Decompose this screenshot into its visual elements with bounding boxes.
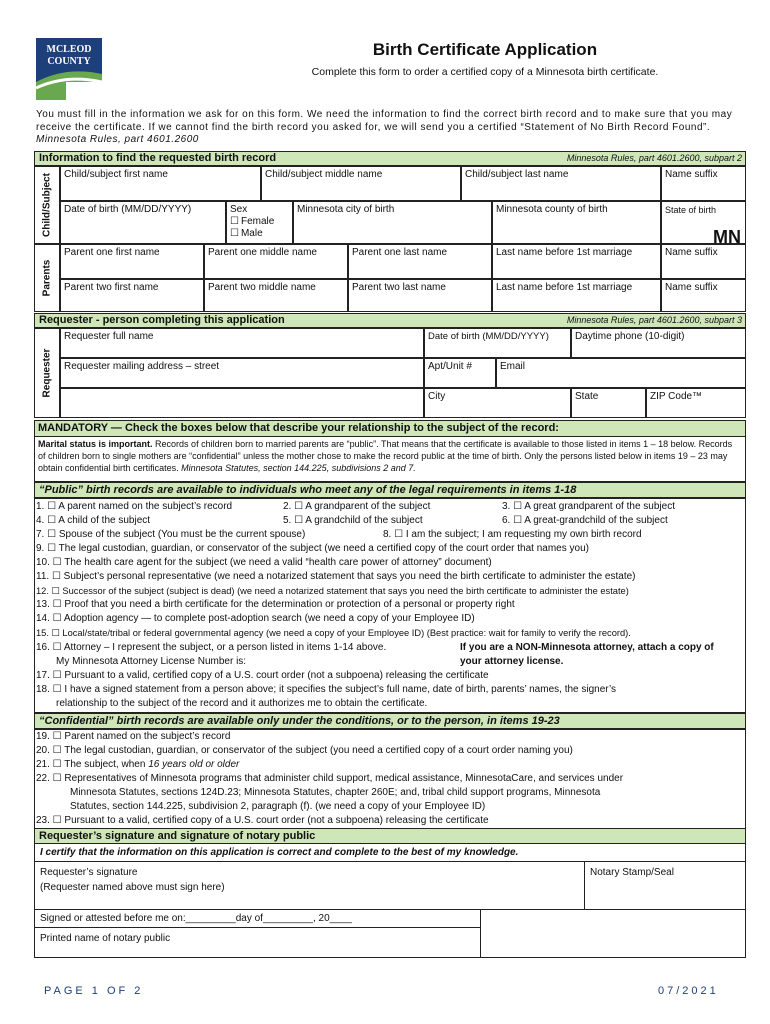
requester-zip-field[interactable]: ZIP Code™ xyxy=(646,388,746,418)
state-of-birth-field: State of birth MN xyxy=(661,201,746,244)
signed-before-line[interactable]: Signed or attested before me on:_________day of_________, 20____ xyxy=(40,913,352,924)
sex-field xyxy=(226,201,293,244)
child-first-name-field[interactable]: Child/subject first name xyxy=(60,166,261,201)
item-10-checkbox[interactable]: 10. ☐ The health care agent for the subject (we need a valid “health care power of attorney” document) xyxy=(36,557,492,568)
intro-text: You must fill in the information we ask for on this form. We need the information to find the correct birth record and to make sure that you may receive the certificate. If we cannot find the birth record you asked for, we will send you a certified “Statement of No Birth Record Found”. xyxy=(36,109,733,133)
requester-signature-note: (Requester named above must sign here) xyxy=(40,882,225,893)
section-requester-title: Requester - person completing this application xyxy=(39,314,285,326)
item-8-checkbox[interactable]: 8. ☐ I am the subject; I am requesting my own birth record xyxy=(383,529,642,540)
requester-state-field[interactable]: State xyxy=(571,388,646,418)
parent2-last-field[interactable]: Parent two last name xyxy=(348,279,492,312)
item-13-checkbox[interactable]: 13. ☐ Proof that you need a birth certificate for the determination or protection of a personal or property right xyxy=(36,599,515,610)
divider xyxy=(480,909,481,958)
item-19-checkbox[interactable]: 19. ☐ Parent named on the subject’s record xyxy=(36,731,231,742)
divider xyxy=(584,861,585,909)
item-9-checkbox[interactable]: 9. ☐ The legal custodian, guardian, or conservator of the subject (we need a certified copy of the court order that names you) xyxy=(36,543,589,554)
side-label-requester: Requester xyxy=(34,328,60,418)
intro-paragraph xyxy=(36,109,746,147)
requester-address-blank xyxy=(60,388,424,418)
item-6-checkbox[interactable]: 6. ☐ A great-grandchild of the subject xyxy=(502,515,668,526)
confidential-records-header: “Confidential” birth records are available only under the conditions, or to the person, in items 19-23 xyxy=(34,713,746,729)
requester-phone-field[interactable]: Daytime phone (10-digit) xyxy=(571,328,746,358)
section-requester-header xyxy=(34,313,746,328)
item-11-checkbox[interactable]: 11. ☐ Subject’s personal representative (we need a notarized statement that says you need the birth certificate to administer the estate) xyxy=(36,571,636,582)
certify-statement: I certify that the information on this application is correct and complete to the best of my knowledge. xyxy=(40,847,519,858)
section-requester-rule: Minnesota Rules, part 4601.2600, subpart 3 xyxy=(566,315,742,325)
parent1-last-field[interactable]: Parent one last name xyxy=(348,244,492,279)
parent1-suffix-field[interactable]: Name suffix xyxy=(661,244,746,279)
requester-signature-label: Requester’s signature xyxy=(40,867,138,878)
logo-line2: COUNTY xyxy=(47,56,91,67)
section-find-record-header xyxy=(34,151,746,166)
item-21-text: 21. ☐ The subject, when xyxy=(36,759,146,770)
child-dob-field[interactable]: Date of birth (MM/DD/YYYY) xyxy=(60,201,226,244)
item-16-non-mn-note-2: your attorney license. xyxy=(460,656,564,667)
signature-header: Requester’s signature and signature of notary public xyxy=(34,828,746,844)
child-middle-name-field[interactable]: Child/subject middle name xyxy=(261,166,461,201)
item-22-checkbox[interactable]: 22. ☐ Representatives of Minnesota programs that administer child support, medical assistance, MinnesotaCare, and services under xyxy=(36,773,624,784)
item-16-license-label: My Minnesota Attorney License Number is: xyxy=(56,656,247,667)
state-of-birth-value: MN xyxy=(713,227,741,247)
item-7-checkbox[interactable]: 7. ☐ Spouse of the subject (You must be the current spouse) xyxy=(36,529,306,540)
item-12-checkbox[interactable]: 12. ☐ Successor of the subject (subject is dead) (we need a notarized statement that says you need the birth certificate to administer the estate) xyxy=(36,586,629,596)
item-4-checkbox[interactable]: 4. ☐ A child of the subject xyxy=(36,515,151,526)
parent2-first-field[interactable]: Parent two first name xyxy=(60,279,204,312)
section-find-record-rule: Minnesota Rules, part 4601.2600, subpart 2 xyxy=(566,153,742,163)
requester-apt-field[interactable]: Apt/Unit # xyxy=(424,358,496,388)
item-16-non-mn-note: If you are a NON-Minnesota attorney, attach a copy of xyxy=(460,642,714,653)
mandatory-section xyxy=(34,420,746,482)
parent2-suffix-field[interactable]: Name suffix xyxy=(661,279,746,312)
item-20-checkbox[interactable]: 20. ☐ The legal custodian, guardian, or conservator of the subject (you need a certified copy of a court order naming you) xyxy=(36,745,573,756)
page-number: PAGE 1 OF 2 xyxy=(44,985,144,997)
requester-dob-field[interactable]: Date of birth (MM/DD/YYYY) xyxy=(424,328,571,358)
item-14-checkbox[interactable]: 14. ☐ Adoption agency — to complete post-adoption search (we need a copy of your Employee ID) xyxy=(36,613,475,624)
requester-city-field[interactable]: City xyxy=(424,388,571,418)
mn-city-birth-field[interactable]: Minnesota city of birth xyxy=(293,201,492,244)
item-22-cont2: Statutes, section 144.225, subdivision 2, paragraph (f). (we need a copy of your Employee ID) xyxy=(70,801,486,812)
item-15-checkbox[interactable]: 15. ☐ Local/state/tribal or federal governmental agency (we need a copy of your Employee ID) (Best practice: wait for family to verify the record). xyxy=(36,628,631,638)
item-18-cont: relationship to the subject of the record and it authorizes me to obtain the certificate. xyxy=(56,698,428,709)
document-title: Birth Certificate Application xyxy=(372,40,598,59)
item-16-checkbox[interactable]: 16. ☐ Attorney – I represent the subject, or a person listed in items 1-14 above. xyxy=(36,642,387,653)
side-label-parents: Parents xyxy=(34,244,60,312)
sex-label: Sex xyxy=(230,204,248,215)
mandatory-statute: Minnesota Statutes, section 144.225, subdivisions 2 and 7. xyxy=(181,463,416,473)
logo-line1: MCLEOD xyxy=(46,44,92,55)
parent1-before-marriage-field[interactable]: Last name before 1st marriage xyxy=(492,244,661,279)
item-5-checkbox[interactable]: 5. ☐ A grandchild of the subject xyxy=(283,515,423,526)
divider xyxy=(34,909,746,910)
item-21-age: 16 years old or older xyxy=(148,759,240,770)
requester-email-field[interactable]: Email xyxy=(496,358,746,388)
item-1-checkbox[interactable]: 1. ☐ A parent named on the subject’s record xyxy=(36,501,233,512)
intro-rule: Minnesota Rules, part 4601.2600 xyxy=(36,134,199,145)
item-22-cont1: Minnesota Statutes, sections 124D.23; Minnesota Statutes, chapter 260E; and, tribal child support programs, Minnesota xyxy=(70,787,601,798)
item-2-checkbox[interactable]: 2. ☐ A grandparent of the subject xyxy=(283,501,431,512)
male-checkbox[interactable]: ☐ Male xyxy=(230,228,289,240)
printed-name-notary-field[interactable]: Printed name of notary public xyxy=(40,933,171,944)
item-21-checkbox[interactable] xyxy=(36,758,239,772)
mandatory-body xyxy=(35,437,745,475)
parent1-middle-field[interactable]: Parent one middle name xyxy=(204,244,348,279)
mandatory-text: Records of children born to married parents are “public”. That means that the certificate is available to those listed in items 1 – 18 below. Records of children born to single mothers are “confidential” unless the mother chose to make the record public at the time of birth. Only the persons listed below in items 19 – 23 may obtain confidential birth certificates. xyxy=(38,439,733,473)
item-17-checkbox[interactable]: 17. ☐ Pursuant to a valid, certified copy of a U.S. court order (not a subpoena) releasing the certificate xyxy=(36,670,489,681)
mn-county-birth-field[interactable]: Minnesota county of birth xyxy=(492,201,661,244)
notary-stamp-label: Notary Stamp/Seal xyxy=(590,867,674,878)
public-records-header: “Public” birth records are available to individuals who meet any of the legal requirements in items 1-18 xyxy=(34,482,746,498)
section-find-record-title: Information to find the requested birth record xyxy=(39,152,277,164)
parent2-middle-field[interactable]: Parent two middle name xyxy=(204,279,348,312)
female-checkbox[interactable]: ☐ Female xyxy=(230,216,289,228)
item-23-checkbox[interactable]: 23. ☐ Pursuant to a valid, certified copy of a U.S. court order (not a subpoena) releasing the certificate xyxy=(36,815,489,826)
divider xyxy=(34,861,746,862)
mandatory-bold: Marital status is important. xyxy=(38,439,153,449)
parent1-first-field[interactable]: Parent one first name xyxy=(60,244,204,279)
form-date: 07/2021 xyxy=(658,985,719,997)
item-3-checkbox[interactable]: 3. ☐ A great grandparent of the subject xyxy=(502,501,675,512)
divider xyxy=(34,927,480,928)
requester-fullname-field[interactable]: Requester full name xyxy=(60,328,424,358)
parent2-before-marriage-field[interactable]: Last name before 1st marriage xyxy=(492,279,661,312)
child-last-name-field[interactable]: Child/subject last name xyxy=(461,166,661,201)
item-18-checkbox[interactable]: 18. ☐ I have a signed statement from a person above; it specifies the subject’s full name, date of birth, parents’ names, the signer’s xyxy=(36,684,617,695)
requester-street-field[interactable]: Requester mailing address – street xyxy=(60,358,424,388)
document-subtitle: Complete this form to order a certified copy of a Minnesota birth certificate. xyxy=(311,66,659,78)
mcleod-county-logo xyxy=(36,38,102,100)
mandatory-header: MANDATORY — Check the boxes below that describe your relationship to the subject of the record: xyxy=(35,421,745,437)
side-label-child: Child/Subject xyxy=(34,166,60,244)
child-suffix-field[interactable]: Name suffix xyxy=(661,166,746,201)
